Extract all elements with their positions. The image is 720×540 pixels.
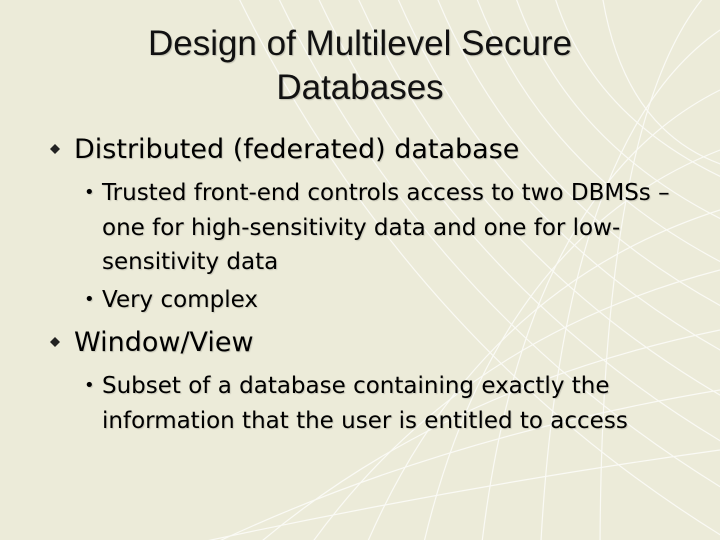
sub-bullet-item [84, 176, 684, 280]
sub-bullet-item [84, 283, 684, 318]
sub-bullet-text: Very complex [102, 287, 258, 313]
sub-bullet-text: Trusted front-end controls access to two DBMSs – one for high-sensitivity data and one for low-sensitivity data [102, 180, 670, 275]
slide-title [60, 22, 660, 110]
dot-bullet-icon: • [84, 375, 95, 396]
bullet-item-label: Window/View [74, 327, 254, 358]
diamond-bullet-icon [50, 337, 60, 347]
sub-bullet-item [84, 369, 684, 438]
diamond-bullet-icon [50, 144, 60, 154]
bullet-item-label: Distributed (federated) database [74, 134, 520, 165]
slide-title-line: Design of Multilevel Secure [147, 24, 573, 63]
dot-bullet-icon: • [84, 289, 95, 310]
sub-bullet-text: Subset of a database containing exactly the information that the user is entitled to access [102, 373, 628, 434]
slide-title-line: Databases [276, 68, 444, 107]
dot-bullet-icon: • [84, 182, 95, 203]
